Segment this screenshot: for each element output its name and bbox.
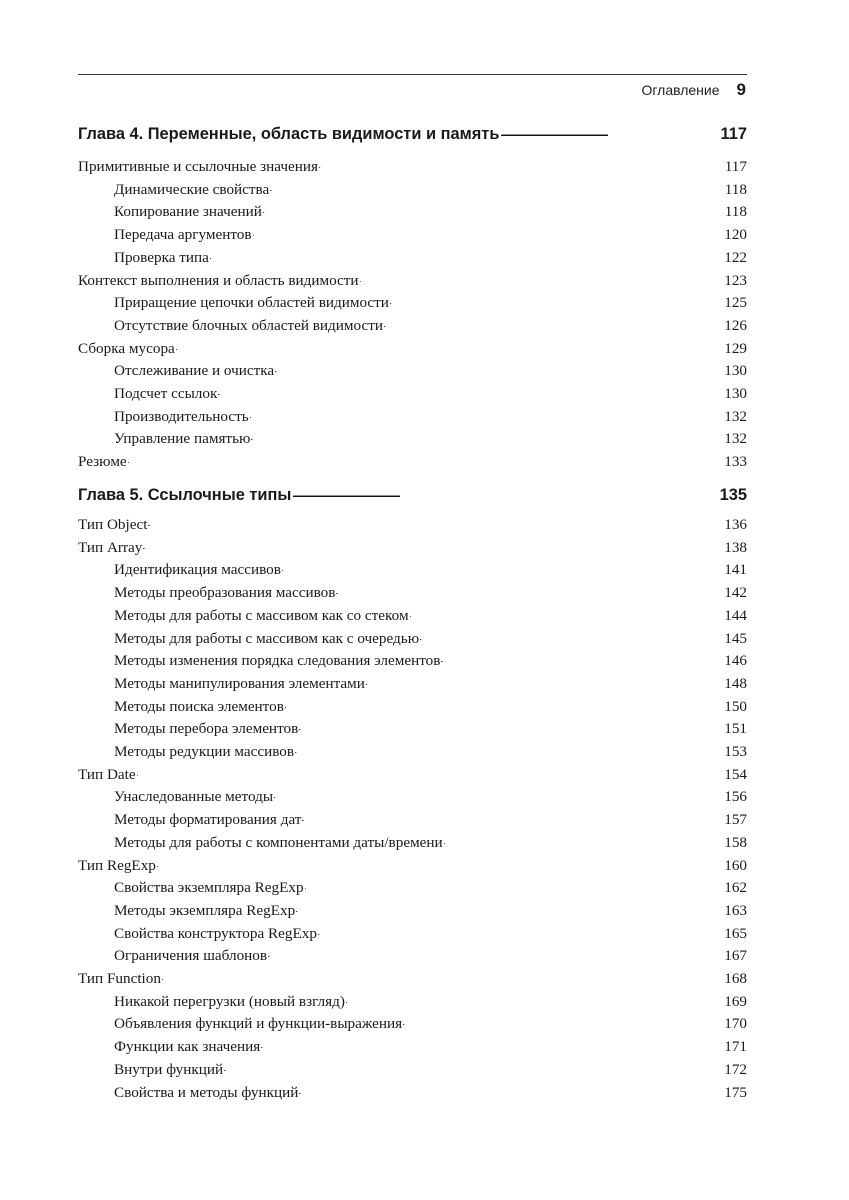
dot-leader bbox=[305, 882, 724, 892]
toc-entry[interactable] bbox=[78, 453, 747, 471]
toc-entry-title: Методы для работы с компонентами даты/времени bbox=[114, 833, 443, 851]
dot-leader bbox=[500, 127, 719, 139]
toc-entry-page: 148 bbox=[724, 674, 747, 692]
toc-entry-title: Свойства экземпляра RegExp bbox=[114, 879, 304, 897]
toc-entry-page: 142 bbox=[724, 584, 747, 602]
dot-leader bbox=[420, 633, 723, 643]
toc-entry-page: 160 bbox=[724, 856, 747, 874]
toc-chapter-4[interactable] bbox=[78, 124, 747, 144]
toc-entry[interactable] bbox=[114, 947, 747, 965]
dot-leader bbox=[390, 297, 723, 307]
toc-entry-title: Тип Date bbox=[78, 765, 136, 783]
toc-entry[interactable] bbox=[114, 1038, 747, 1056]
dot-leader bbox=[143, 542, 723, 552]
toc-entry[interactable] bbox=[114, 1084, 747, 1102]
dot-leader bbox=[210, 252, 723, 262]
toc-entry-page: 136 bbox=[724, 516, 747, 533]
toc-entry-title: Методы для работы с массивом как со стеком bbox=[114, 606, 409, 624]
toc-entry-page: 146 bbox=[724, 652, 747, 670]
toc-entry-page: 168 bbox=[724, 970, 747, 987]
toc-entry-page: 123 bbox=[724, 271, 747, 289]
toc-entry[interactable] bbox=[78, 340, 747, 358]
toc-entry-title: Подсчет ссылок bbox=[114, 385, 218, 402]
toc-entry[interactable] bbox=[114, 902, 747, 920]
toc-entry-title: Методы перебора элементов bbox=[114, 720, 299, 738]
toc-entry-title: Методы экземпляра RegExp bbox=[114, 901, 296, 919]
running-header bbox=[641, 80, 746, 100]
toc-entry[interactable] bbox=[78, 158, 747, 176]
dot-leader bbox=[274, 791, 723, 801]
dot-leader bbox=[292, 488, 718, 500]
dot-leader bbox=[410, 610, 724, 620]
dot-leader bbox=[270, 184, 724, 194]
toc-entry-title: Динамические свойства bbox=[114, 180, 270, 198]
toc-entry[interactable] bbox=[114, 925, 747, 943]
toc-entry-title: Внутри функций bbox=[114, 1060, 224, 1078]
toc-entry-page: 175 bbox=[724, 1083, 747, 1101]
page-number: 9 bbox=[736, 80, 746, 99]
toc-entry[interactable] bbox=[114, 362, 747, 380]
toc-entry-page: 170 bbox=[724, 1015, 747, 1033]
toc-entry-page: 130 bbox=[724, 362, 747, 380]
toc-entry[interactable] bbox=[114, 294, 747, 312]
dot-leader bbox=[285, 701, 723, 711]
toc-entry-title: Методы редукции массивов bbox=[114, 743, 295, 760]
toc-entry[interactable] bbox=[114, 1061, 747, 1079]
toc-entry-title: Контекст выполнения и область видимости bbox=[78, 271, 359, 289]
toc-entry-title: Сборка мусора bbox=[78, 339, 175, 357]
dot-leader bbox=[296, 905, 723, 915]
toc-entry-title: Методы преобразования массивов bbox=[114, 584, 336, 602]
toc-entry[interactable] bbox=[114, 720, 747, 738]
toc-entry-title: Тип RegExp bbox=[78, 856, 156, 874]
toc-entry[interactable] bbox=[114, 226, 747, 244]
toc-entry[interactable] bbox=[114, 607, 747, 625]
toc-entry-title: Методы манипулирования элементами bbox=[114, 674, 365, 692]
dot-leader bbox=[336, 587, 723, 597]
toc-entry-page: 118 bbox=[724, 203, 747, 221]
dot-leader bbox=[282, 564, 723, 574]
toc-entry-page: 132 bbox=[724, 407, 747, 425]
toc-entry[interactable] bbox=[114, 1015, 747, 1033]
dot-leader bbox=[295, 746, 723, 756]
toc-entry[interactable] bbox=[114, 879, 747, 897]
toc-entry-page: 132 bbox=[724, 430, 747, 448]
toc-entry[interactable] bbox=[114, 561, 747, 579]
toc-entry-page: 151 bbox=[724, 720, 747, 738]
dot-leader bbox=[128, 456, 724, 466]
toc-chapter-5[interactable] bbox=[78, 485, 747, 505]
toc-entry-page: 122 bbox=[724, 248, 747, 266]
dot-leader bbox=[441, 655, 723, 665]
toc-entry[interactable] bbox=[78, 857, 747, 875]
toc-entry-page: 158 bbox=[724, 833, 747, 851]
toc-entry[interactable] bbox=[78, 539, 747, 557]
toc-entry-page: 120 bbox=[724, 226, 747, 244]
toc-entry-page: 171 bbox=[724, 1038, 747, 1056]
dot-leader bbox=[444, 837, 724, 847]
toc-entry-page: 145 bbox=[724, 629, 747, 647]
toc-entry-title: Передача аргументов bbox=[114, 226, 252, 244]
toc-entry-page: 125 bbox=[724, 294, 747, 312]
toc-entry[interactable] bbox=[114, 811, 747, 829]
dot-leader bbox=[253, 229, 724, 239]
toc-entry-page: 133 bbox=[724, 453, 747, 471]
dot-leader bbox=[176, 343, 723, 353]
toc-entry[interactable] bbox=[114, 181, 747, 199]
dot-leader bbox=[360, 275, 724, 285]
toc-entry[interactable] bbox=[114, 698, 747, 716]
toc-entry-title: Тип Object bbox=[78, 516, 148, 533]
header-rule bbox=[78, 74, 747, 75]
toc-entry[interactable] bbox=[114, 249, 747, 267]
toc-chapter-title: Глава 5. Ссылочные типы bbox=[78, 486, 292, 504]
toc-entry[interactable] bbox=[114, 317, 747, 335]
toc-entry[interactable] bbox=[114, 675, 747, 693]
dot-leader bbox=[263, 206, 724, 216]
toc-entry-title: Производительность bbox=[114, 407, 249, 425]
toc-entry-title: Методы форматирования дат bbox=[114, 811, 302, 829]
toc-entry-title: Резюме bbox=[78, 453, 127, 471]
toc-chapter-page: 135 bbox=[719, 486, 747, 504]
toc-entry-page: 138 bbox=[724, 538, 747, 556]
toc-entry-title: Отсутствие блочных областей видимости bbox=[114, 316, 383, 334]
toc-entry-page: 157 bbox=[724, 811, 747, 829]
toc-entry-title: Методы изменения порядка следования элементов bbox=[114, 652, 441, 670]
toc-entry-page: 153 bbox=[724, 743, 747, 760]
toc-entry[interactable] bbox=[114, 584, 747, 602]
toc-entry-page: 156 bbox=[724, 788, 747, 806]
toc-entry-page: 130 bbox=[724, 385, 747, 402]
toc-entry-title: Проверка типа bbox=[114, 248, 209, 266]
toc-entry-page: 129 bbox=[724, 339, 747, 357]
toc-entry[interactable] bbox=[78, 272, 747, 290]
toc-entry-title: Примитивные и ссылочные значения bbox=[78, 158, 319, 175]
toc-entry-page: 154 bbox=[724, 765, 747, 783]
dot-leader bbox=[148, 519, 723, 529]
toc-entry[interactable] bbox=[114, 993, 747, 1011]
toc-entry[interactable] bbox=[78, 766, 747, 784]
dot-leader bbox=[346, 996, 723, 1006]
dot-leader bbox=[268, 950, 723, 960]
dot-leader bbox=[384, 320, 723, 330]
toc-entry-title: Объявления функций и функции-выражения bbox=[114, 1015, 403, 1033]
dot-leader bbox=[299, 1087, 723, 1097]
dot-leader bbox=[251, 433, 723, 443]
toc-entry[interactable] bbox=[114, 743, 747, 761]
toc-entry[interactable] bbox=[114, 788, 747, 806]
running-header-section: Оглавление bbox=[641, 82, 720, 98]
toc-entry-page: 162 bbox=[724, 879, 747, 897]
toc-entry-title: Методы поиска элементов bbox=[114, 697, 284, 715]
toc-entry[interactable] bbox=[114, 408, 747, 426]
toc-entry-page: 117 bbox=[724, 158, 747, 175]
toc-entry-page: 150 bbox=[724, 697, 747, 715]
toc-entry-page: 163 bbox=[724, 901, 747, 919]
dot-leader bbox=[403, 1018, 723, 1028]
toc-entry[interactable] bbox=[114, 630, 747, 648]
dot-leader bbox=[218, 388, 723, 398]
toc-entry-title: Идентификация массивов bbox=[114, 561, 281, 579]
toc-entry-title: Унаследованные методы bbox=[114, 788, 274, 806]
toc-entry-title: Тип Array bbox=[78, 538, 143, 556]
dot-leader bbox=[275, 365, 723, 375]
toc-entry-title: Отслеживание и очистка bbox=[114, 362, 275, 380]
toc-entry-title: Никакой перегрузки (новый взгляд) bbox=[114, 992, 345, 1010]
toc-entry-page: 169 bbox=[724, 992, 747, 1010]
toc-entry-title: Управление памятью bbox=[114, 430, 251, 448]
toc-entry-title: Тип Function bbox=[78, 970, 161, 987]
dot-leader bbox=[261, 1041, 723, 1051]
toc-entry-title: Свойства и методы функций bbox=[114, 1083, 299, 1101]
toc-entry-page: 118 bbox=[724, 180, 747, 198]
dot-leader bbox=[157, 860, 723, 870]
dot-leader bbox=[224, 1064, 723, 1074]
toc-chapter-title: Глава 4. Переменные, область видимости и память bbox=[78, 125, 500, 143]
toc-entry[interactable] bbox=[78, 970, 747, 988]
toc-entry[interactable] bbox=[114, 203, 747, 221]
toc-entry-title: Методы для работы с массивом как с очередью bbox=[114, 629, 420, 647]
toc-entry-page: 172 bbox=[724, 1060, 747, 1078]
dot-leader bbox=[318, 928, 723, 938]
toc-entry-page: 167 bbox=[724, 947, 747, 965]
dot-leader bbox=[366, 678, 723, 688]
dot-leader bbox=[299, 723, 723, 733]
toc-entry[interactable] bbox=[114, 652, 747, 670]
dot-leader bbox=[250, 411, 724, 421]
toc-entry-page: 126 bbox=[724, 316, 747, 334]
toc-entry-page: 165 bbox=[724, 924, 747, 942]
toc-entry[interactable] bbox=[114, 834, 747, 852]
dot-leader bbox=[137, 769, 724, 779]
toc-entry-page: 144 bbox=[724, 606, 747, 624]
toc-entry-page: 141 bbox=[724, 561, 747, 579]
toc-entry-title: Функции как значения bbox=[114, 1038, 261, 1056]
toc-entry-title: Приращение цепочки областей видимости bbox=[114, 294, 389, 312]
dot-leader bbox=[319, 161, 724, 171]
toc-entry[interactable] bbox=[114, 385, 747, 403]
dot-leader bbox=[302, 814, 723, 824]
toc-chapter-page: 117 bbox=[720, 125, 747, 143]
toc-entry-title: Ограничения шаблонов bbox=[114, 947, 268, 965]
toc-entry[interactable] bbox=[78, 516, 747, 534]
toc-entry-title: Копирование значений bbox=[114, 203, 262, 221]
toc-entry-title: Свойства конструктора RegExp bbox=[114, 924, 317, 942]
toc-entry[interactable] bbox=[114, 430, 747, 448]
dot-leader bbox=[162, 973, 723, 983]
